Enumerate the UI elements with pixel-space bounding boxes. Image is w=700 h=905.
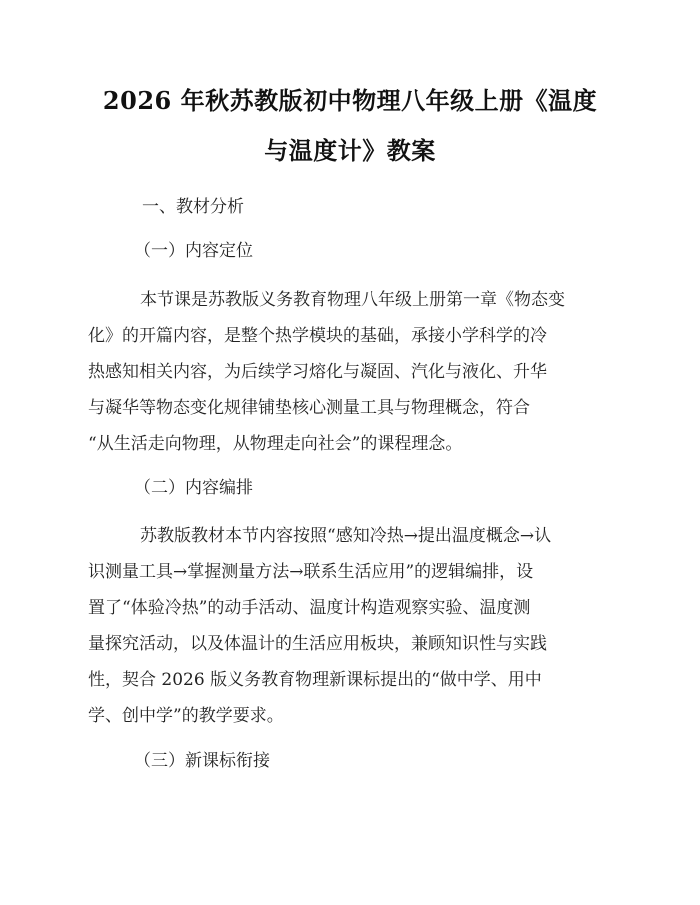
paragraph-line: 化》的开篇内容，是整个热学模块的基础，承接小学科学的冷 bbox=[88, 326, 547, 346]
paragraph-line: 量探究活动，以及体温计的生活应用板块，兼顾知识性与实践 bbox=[88, 634, 547, 654]
title-line-1: 2026 年秋苏教版初中物理八年级上册《温度 bbox=[102, 86, 598, 115]
subsection-heading-content-arrangement: （二）内容编排 bbox=[134, 478, 253, 498]
paragraph-line: 识测量工具→掌握测量方法→联系生活应用”的逻辑编排，设 bbox=[88, 562, 534, 582]
title-line-2: 与温度计》教案 bbox=[264, 136, 436, 165]
paragraph-line: 苏教版教材本节内容按照“感知冷热→提出温度概念→认 bbox=[140, 526, 552, 546]
paragraph-line: 本节课是苏教版义务教育物理八年级上册第一章《物态变 bbox=[140, 290, 565, 310]
paragraph-line: 热感知相关内容，为后续学习熔化与凝固、汽化与液化、升华 bbox=[88, 362, 547, 382]
section-heading-textbook-analysis: 一、教材分析 bbox=[142, 197, 244, 217]
document-title bbox=[80, 76, 620, 176]
subsection-heading-content-positioning: （一）内容定位 bbox=[134, 241, 253, 261]
paragraph-line: 置了“体验冷热”的动手活动、温度计构造观察实验、温度测 bbox=[88, 598, 531, 618]
paragraph-content-positioning bbox=[88, 282, 616, 462]
paragraph-content-arrangement bbox=[88, 518, 616, 734]
subsection-heading-new-curriculum-connection: （三）新课标衔接 bbox=[134, 751, 270, 771]
paragraph-line: 与凝华等物态变化规律铺垫核心测量工具与物理概念，符合 bbox=[88, 398, 530, 418]
paragraph-line: 学、创中学”的教学要求。 bbox=[88, 706, 284, 726]
paragraph-line: “从生活走向物理，从物理走向社会”的课程理念。 bbox=[88, 434, 463, 454]
paragraph-line: 性，契合 2026 版义务教育物理新课标提出的“做中学、用中 bbox=[88, 670, 542, 690]
